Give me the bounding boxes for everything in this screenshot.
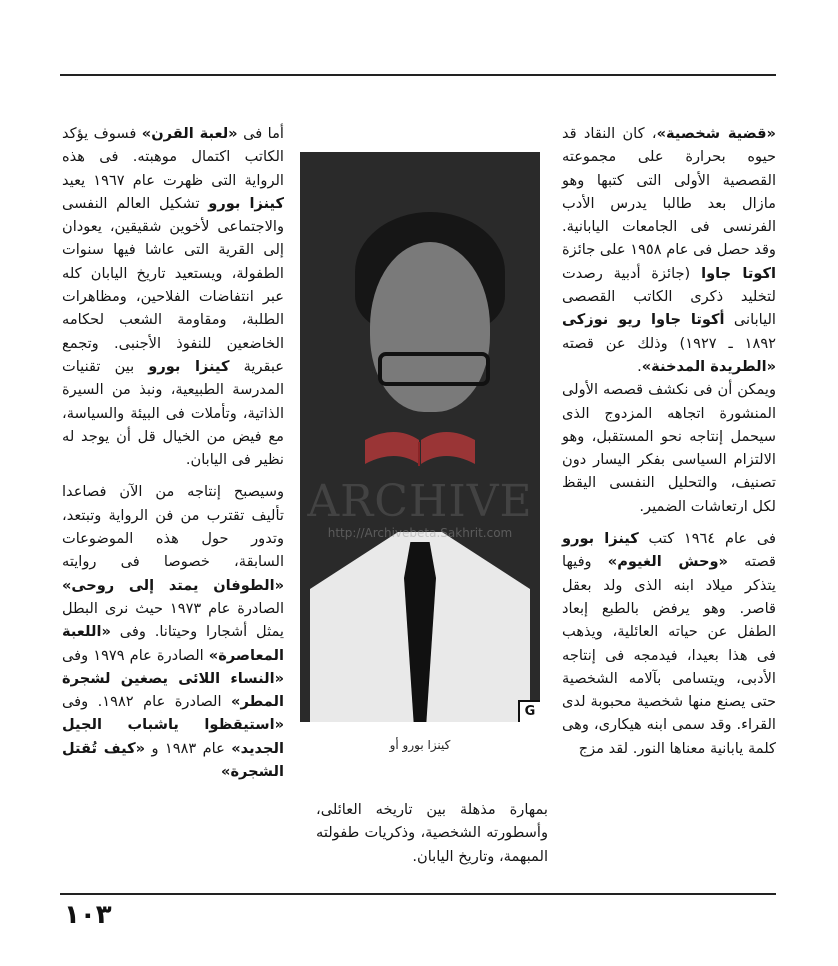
left-column xyxy=(62,122,284,783)
text-run: وسيصبح إنتاجه من الآن فصاعدا تأليف تقترب من فن الرواية وتبتعد، وتدور حول هذه الموضوعات السابقة، خصوصا فى روايته xyxy=(62,483,284,571)
text-run: الصادرة عام ١٩٧٣ حيث نرى البطل يمثل أشجارا وحيتانا. وفى xyxy=(62,599,285,641)
bold-phrase: أكوتا جاوا ريو نوزكى xyxy=(562,311,725,329)
text-run: ١٨٩٢ ـ ١٩٢٧) وذلك عن قصته xyxy=(562,334,776,352)
bottom-rule xyxy=(60,893,776,895)
text-run: . xyxy=(637,357,642,375)
right-column xyxy=(562,122,776,760)
middle-column xyxy=(316,798,548,868)
bold-phrase: «لعبة القرن» xyxy=(141,125,238,142)
bold-phrase: «كيف تُقتل الشجرة» xyxy=(62,739,284,781)
paragraph xyxy=(562,122,776,378)
text-run: أما فى xyxy=(237,125,284,142)
bold-phrase: كينزا بورو xyxy=(208,194,284,212)
watermark-url: http://Archivebeta.Sakhrit.com xyxy=(327,526,513,540)
text-run: الصادرة عام ١٩٨٢. وفى xyxy=(62,693,232,711)
bold-phrase: «الطريدة المدخنة» xyxy=(641,357,776,375)
text-run: عام ١٩٨٣ و xyxy=(145,739,232,757)
bold-phrase: «وحش الغيوم» xyxy=(607,553,728,571)
bold-phrase: «قضية شخصية» xyxy=(656,125,776,142)
bold-phrase: «الطوفان يمتد إلى روحى» xyxy=(62,576,284,594)
photo-glasses xyxy=(378,352,490,386)
text-run: ، كان النقاد قد حيوه بحرارة على مجموعته القصصية الأولى التى كتبها وهو مازال بعد طالبا يدرس الأدب الفرنسى فى الجامعات اليابانية. وقد حصل فى عام ١٩٥٨ على جائزة xyxy=(562,125,776,259)
bold-phrase: كينزا بورو xyxy=(148,357,230,375)
paragraph xyxy=(316,798,548,868)
paragraph xyxy=(562,527,776,760)
paragraph xyxy=(62,122,284,471)
watermark-book-icon xyxy=(355,420,485,476)
watermark-title: ARCHIVE xyxy=(307,476,533,527)
text-run: (جائزة أدبية رصدت لتخليد ذكرى الكاتب القصصى اليابانى xyxy=(562,264,776,329)
paragraph xyxy=(562,378,776,518)
text-run: فى عام ١٩٦٤ كتب xyxy=(638,530,776,548)
text-run: تشكيل العالم النفسى والاجتماعى لأخوين شقيقين، يعودان إلى القرية التى عاشا فيها سنوات الطفولة، ويستعيد تاريخ اليابان كله عبر انتفاضات الفلاحين، ومظاهرات الطلبة، ومقاومة الشعب لحكامه الخاضعين للنفوذ الأجنبى. وتجمع عبقرية xyxy=(62,194,284,375)
bold-phrase: «النساء اللائى يصغين لشجرة المطر» xyxy=(62,669,285,711)
text-run: الصادرة عام ١٩٧٩ وفى xyxy=(62,646,209,664)
top-rule xyxy=(60,74,776,76)
text-run: فسوف يؤكد الكاتب اكتمال موهبته. فى هذه الرواية التى ظهرت عام ١٩٦٧ يعيد xyxy=(62,125,284,189)
text-run: بمهارة مذهلة بين تاريخه العائلى، وأسطورته الشخصية، وذكريات طفولته المبهمة، وتاريخ اليابان. xyxy=(316,801,548,865)
text-run: وفيها يتذكر ميلاد ابنه الذى ولد بعقل قاصر. وهو يرفض بالطبع إبعاد الطفل عن حياته العائلية، ويذهب فى هذا بعيدا، فيدمجه فى إنتاجه الأدبى، ويتسامى بآلامه الشخصية حتى يصنع منها شخصية محبوبة لدى القراء. وقد سمى ابنه هيكارى، وهى كلمة يابانية معناها النور. لقد مزج xyxy=(562,553,776,757)
bold-phrase: «اللعبة المعاصرة» xyxy=(62,623,284,664)
photo-corner-mark: G xyxy=(518,700,540,722)
photo-caption: كينزا بورو أو xyxy=(389,738,451,752)
page-number: ١٠٣ xyxy=(64,900,112,930)
bold-phrase: اكوتا جاوا xyxy=(701,264,776,282)
text-run: قصته xyxy=(727,553,776,571)
bold-phrase: «استيقظوا ياشباب الجيل الجديد» xyxy=(62,716,284,757)
photo-face xyxy=(370,242,490,412)
bold-phrase: كينزا بورو xyxy=(562,530,639,548)
text-run: ويمكن أن فى نكشف قصصه الأولى المنشورة اتجاهه المزدوج الذى سيحمل إنتاجه نحو المستقبل، وهو الالتزام السياسى بفكر اليسار دون تصنيف، والتحليل النفسى اليقظ لكل ارتعاشات الضمير. xyxy=(562,381,776,515)
paragraph xyxy=(62,480,284,783)
text-run: بين تقنيات المدرسة الطبيعية، ونبذ من السيرة الذاتية، وتأملات فى البيئة والسياسة، مع فيض من الخيال قل أن يوجد له نظير فى اليابان. xyxy=(62,357,284,469)
